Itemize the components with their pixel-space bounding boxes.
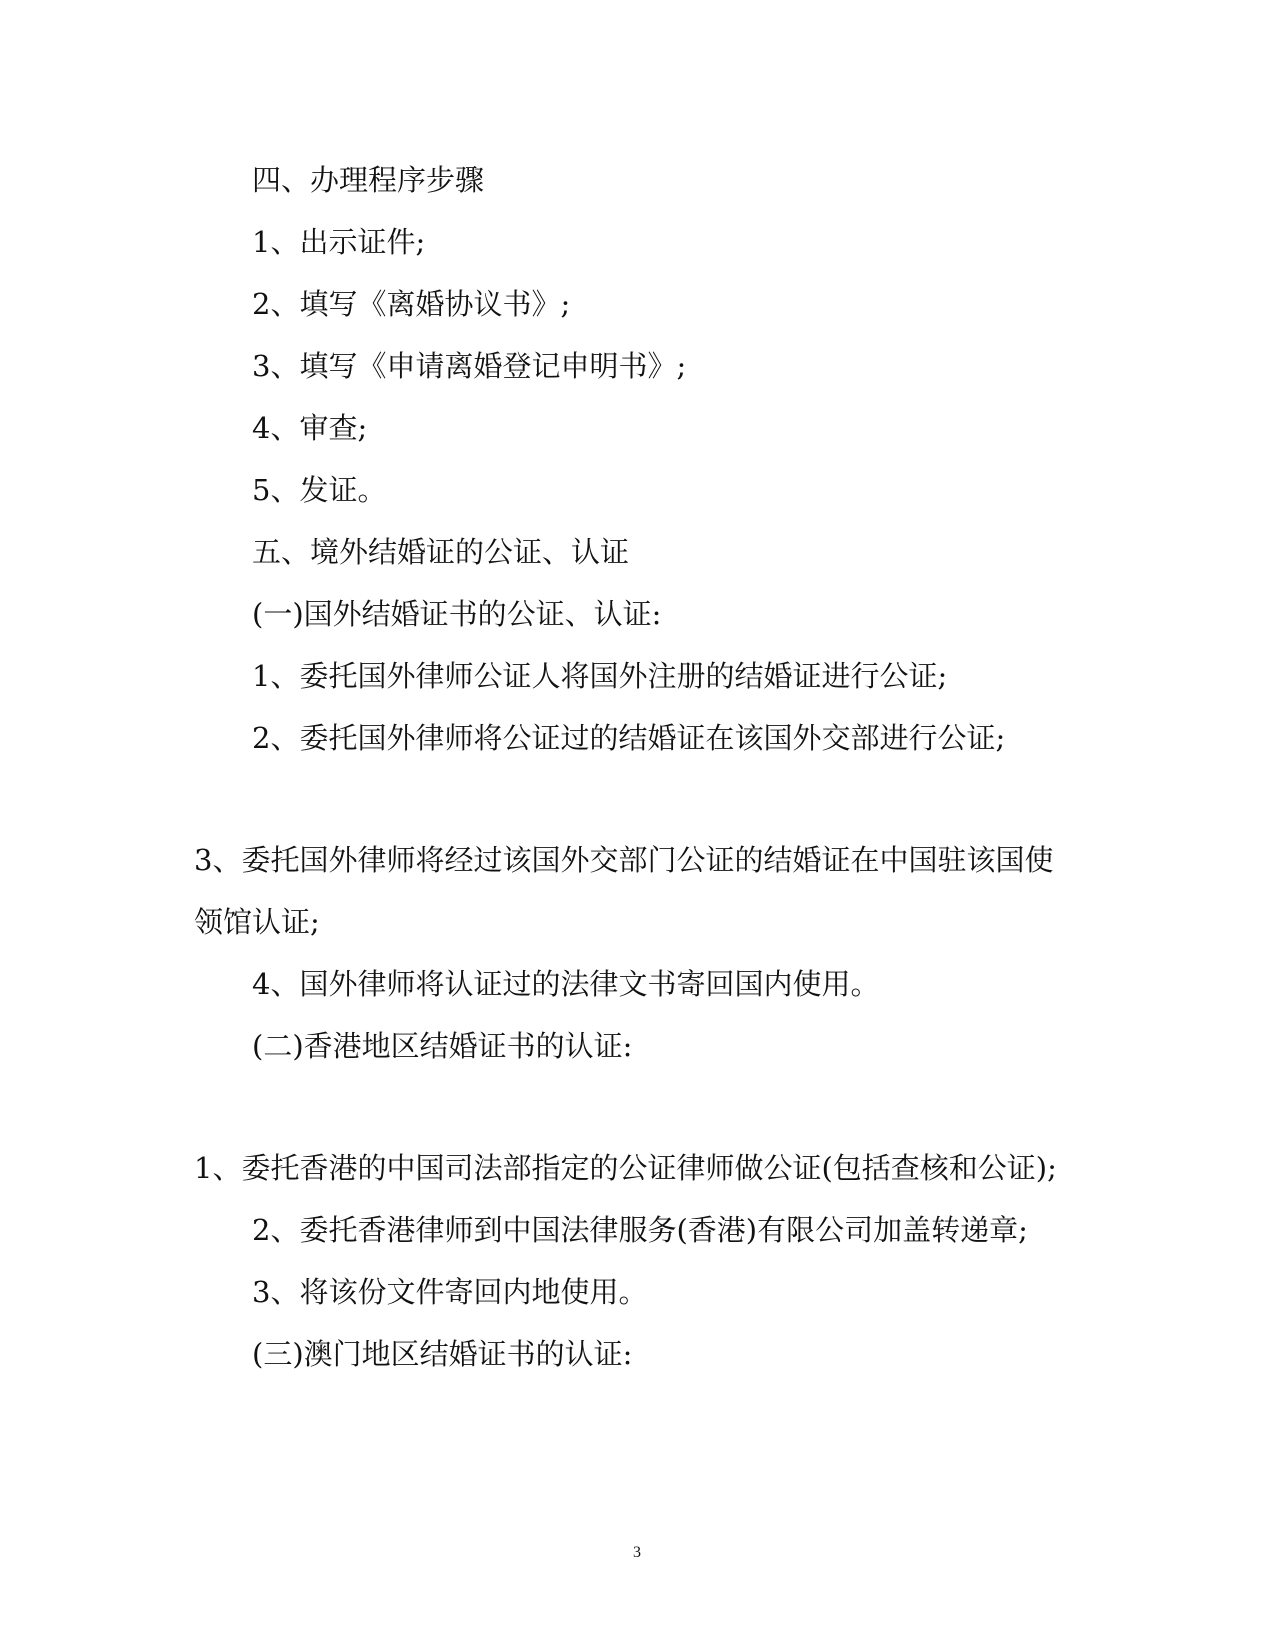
list-item: 1、出示证件; xyxy=(252,225,426,259)
list-item: 2、填写《离婚协议书》; xyxy=(252,287,571,321)
list-item: 1、委托香港的中国司法部指定的公证律师做公证(包括查核和公证); xyxy=(194,1151,1057,1185)
list-item: 4、审查; xyxy=(252,411,368,445)
list-item: 2、委托香港律师到中国法律服务(香港)有限公司加盖转递章; xyxy=(252,1213,1028,1247)
subsection-heading: (二)香港地区结婚证书的认证: xyxy=(252,1029,633,1063)
list-item: 3、填写《申请离婚登记申明书》; xyxy=(252,349,687,383)
list-item-continuation: 领馆认证; xyxy=(194,905,320,939)
section-heading-4: 四、办理程序步骤 xyxy=(252,163,485,197)
list-item: 2、委托国外律师将公证过的结婚证在该国外交部进行公证; xyxy=(252,721,1006,755)
list-item: 5、发证。 xyxy=(252,473,387,507)
subsection-heading: (一)国外结婚证书的公证、认证: xyxy=(252,597,662,631)
page-number: 3 xyxy=(633,1544,641,1561)
list-item: 1、委托国外律师公证人将国外注册的结婚证进行公证; xyxy=(252,659,948,693)
list-item: 4、国外律师将认证过的法律文书寄回国内使用。 xyxy=(252,967,880,1001)
subsection-heading: (三)澳门地区结婚证书的认证: xyxy=(252,1337,633,1371)
list-item: 3、将该份文件寄回内地使用。 xyxy=(252,1275,648,1309)
list-item: 3、委托国外律师将经过该国外交部门公证的结婚证在中国驻该国使 xyxy=(194,843,1054,877)
section-heading-5: 五、境外结婚证的公证、认证 xyxy=(252,535,630,569)
